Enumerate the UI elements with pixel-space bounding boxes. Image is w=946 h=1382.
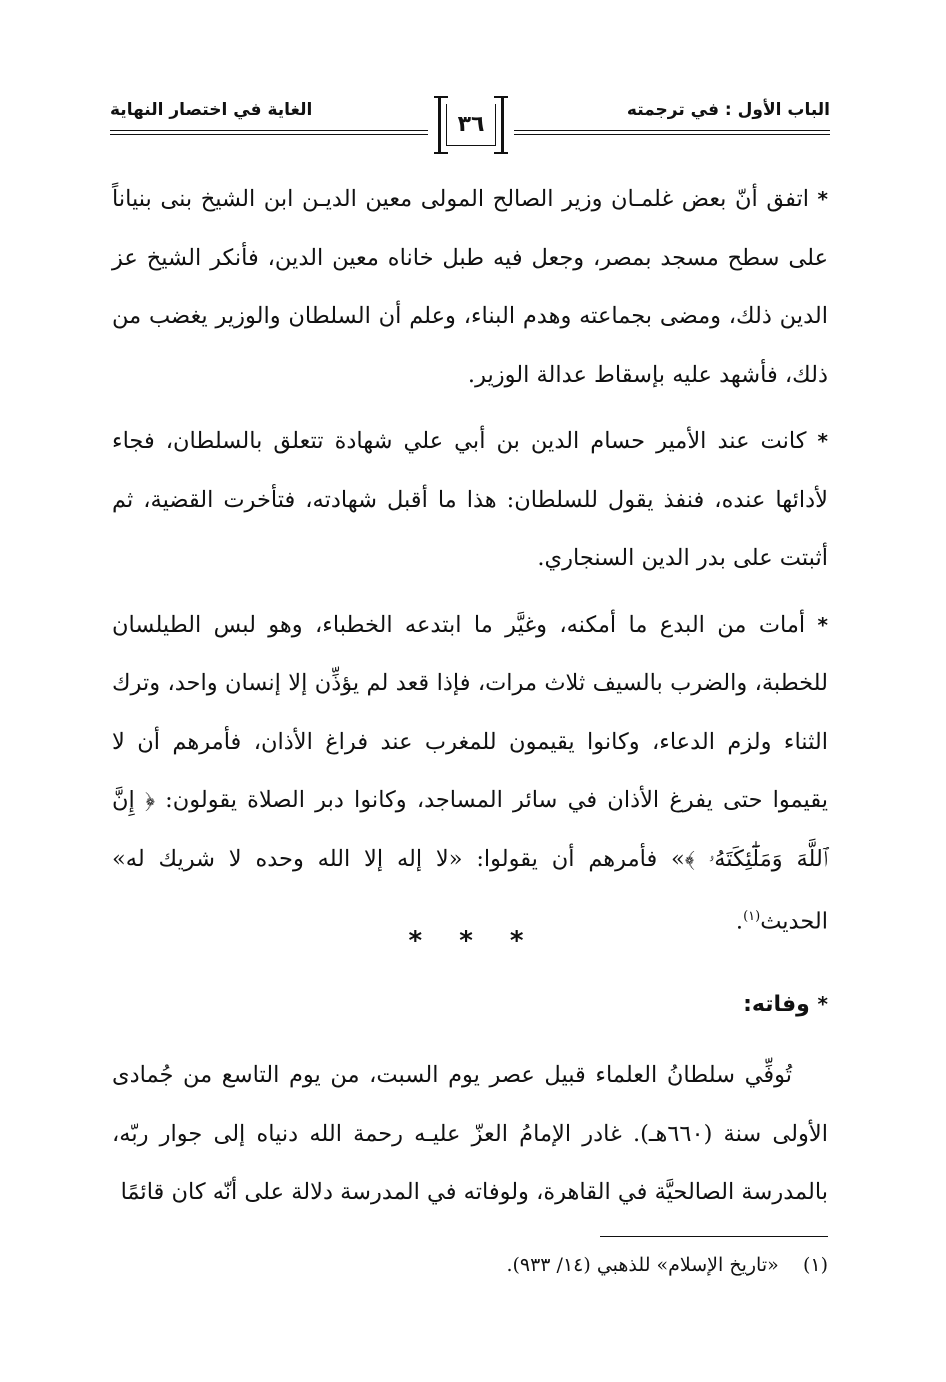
paragraph-text: اتفق أنّ بعض غلمـان وزير الصالح المولى معين الديـن ابن الشيخ بنى بنياناً على سطح مسجد بمصر، وجعل فيه طبل خاناه معين الدين، فأنكر الشيخ عز الدين ذلك، ومضى بجماعته وهدم البناء، وعلم أن السلطان والوزير يغضب من ذلك، فأشهد عليه بإسقاط عدالة الوزير. <box>112 186 828 388</box>
frame-cap-bottom-right <box>494 146 508 154</box>
bullet-star: * <box>817 612 828 637</box>
section-heading <box>743 992 828 1017</box>
quran-verse: ﴿ إِنَّ ٱللَّهَ وَمَلَٰٓئِكَتَهُۥ ﴾ <box>112 787 828 872</box>
frame-cap-bottom-left <box>434 146 448 154</box>
section-separator: * * * <box>408 926 538 956</box>
bullet-star: * <box>817 187 829 211</box>
paragraph-text: كانت عند الأمير حسام الدين بن أبي علي شهادة تتعلق بالسلطان، فجاء لأدائها عنده، فنفذ يقول للسلطان: هذا ما أقبل شهادته، فتأخرت القضية، ثم أثبتت على بدر الدين السنجاري. <box>112 428 828 571</box>
page-number: ٣٦ <box>457 112 485 137</box>
book-title: الغاية في اختصار النهاية <box>110 100 313 120</box>
footnote-text: «تاريخ الإسلام» للذهبي (١٤/ ٩٣٣). <box>506 1254 779 1276</box>
paragraph-text: أمات من البدع ما أمكنه، وغيَّر ما ابتدعه الخطباء، وهو لبس الطيلسان للخطبة، والضرب بالسيف ثلاث مرات، فإذا قعد لم يؤذِّن إلا إنسان واحد، وترك الثناء ولزم الدعاء، وكانوا يقيمون للمغرب عند فراغ الأذان، فأمرهم أن لا يقيموا حتى يفرغ الأذان في سائر المساجد، وكانوا دبر الصلاة يقولون: <box>112 611 828 813</box>
page-header <box>110 92 830 162</box>
frame-cap-top-left <box>434 96 448 104</box>
chapter-title: الباب الأول : في ترجمته <box>626 100 830 120</box>
main-text <box>112 170 828 951</box>
footnote-reference: (١) <box>743 909 761 924</box>
paragraph-text-after: » فأمرهم أن يقولوا: «لا إله إلا الله وحده لا شريك له» الحديث <box>112 845 828 935</box>
paragraph-3 <box>112 596 828 952</box>
bullet-star: * <box>817 992 828 1016</box>
paragraph-end: . <box>735 908 744 935</box>
death-section-text <box>112 1046 828 1222</box>
frame-cap-top-right <box>494 96 508 104</box>
page-number-frame <box>428 92 514 158</box>
paragraph-2 <box>112 412 828 588</box>
bullet-star: * <box>817 429 828 453</box>
footnote-number: (١) <box>802 1254 828 1276</box>
footnote-rule <box>600 1236 828 1237</box>
section-heading-text: وفاته: <box>743 992 810 1017</box>
paragraph-1 <box>112 170 828 404</box>
paragraph-4: تُوفِّي سلطانُ العلماء قبيل عصر يوم السبت، من يوم التاسع من جُمادى الأولى سنة (٦٦٠هـ). غادر الإمامُ العزّ عليـه رحمة الله دنياه إلى جوار ربّه، بالمدرسة الصالحيَّة في القاهرة، ولوفاته في المدرسة دلالة على أنّه كان قائمًا <box>112 1062 828 1205</box>
footnote <box>506 1254 828 1276</box>
